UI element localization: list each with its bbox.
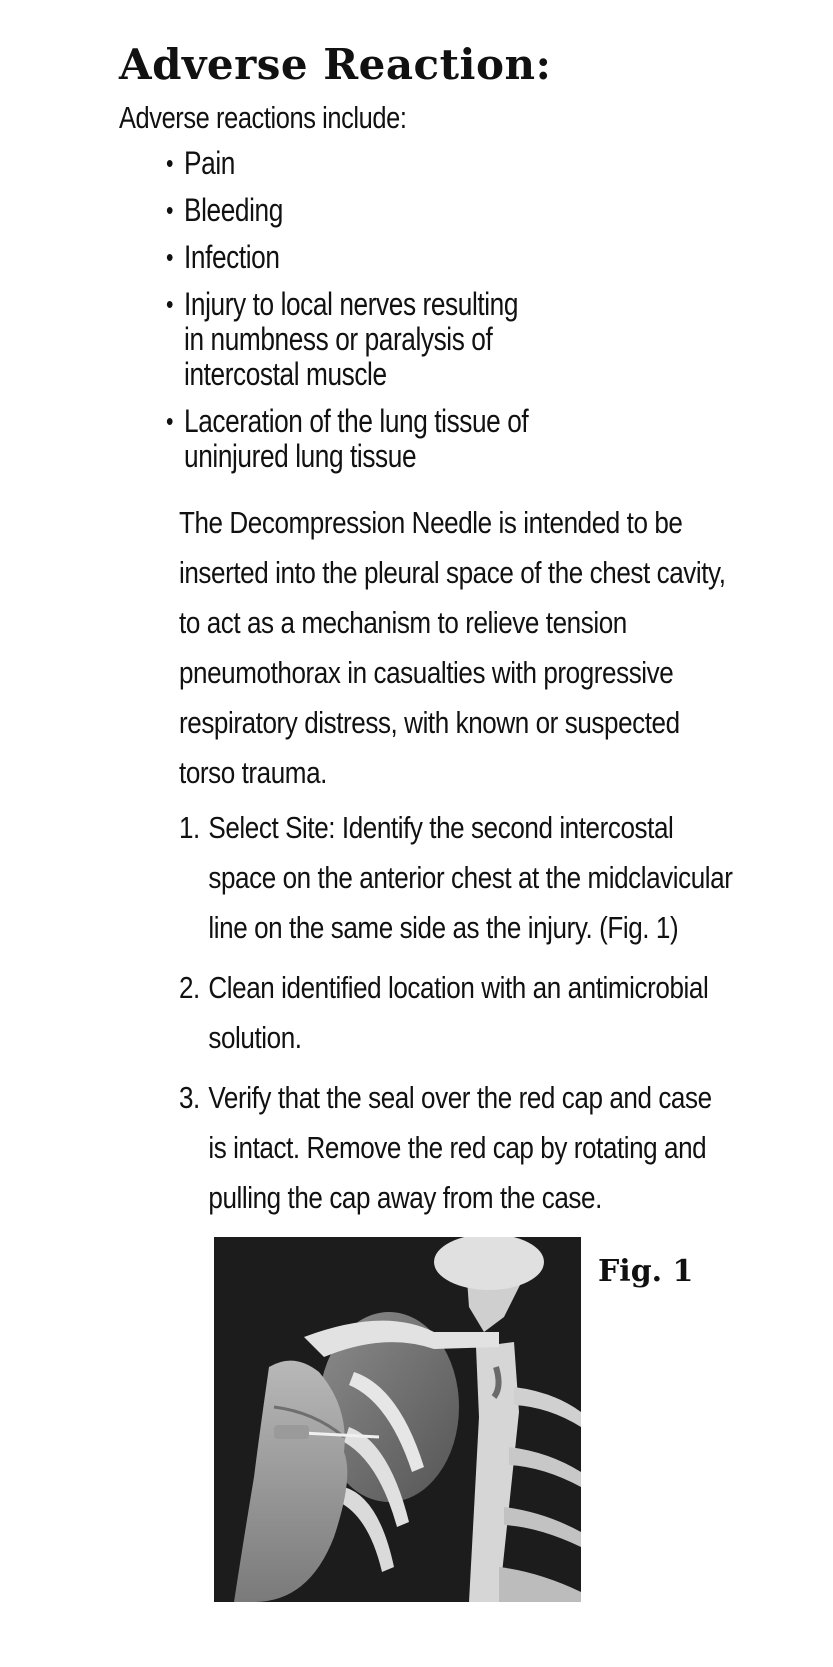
description-paragraph: The Decompression Needle is intended to be inserted into the pleural space of the chest cavity, to act as a mechanism to relieve tension pneumothorax in casualties with progressive respiratory distress, with known or suspected torso trauma. — [179, 505, 726, 790]
list-item: • Laceration of the lung tissue of uninjured lung tissue — [166, 403, 529, 474]
step-text: Clean identified location with an antimicrobial solution. — [208, 970, 709, 1055]
section-heading: Adverse Reaction: — [119, 40, 552, 89]
bullet-icon: • — [166, 148, 174, 178]
chest-skeleton-illustration — [214, 1237, 581, 1602]
bullet-icon: • — [166, 242, 174, 272]
step-number: 2. — [179, 970, 200, 1005]
list-item: • Injury to local nerves resulting in numbness or paralysis of intercostal muscle — [166, 286, 519, 392]
list-item: • Infection — [166, 239, 280, 275]
step-number: 1. — [179, 810, 200, 845]
list-item: • Pain — [166, 145, 235, 181]
bullet-icon: • — [166, 406, 174, 436]
adverse-reactions-list — [166, 146, 625, 486]
step-text: Verify that the seal over the red cap and case is intact. Remove the red cap by rotating and pulling the cap away from the case. — [208, 1080, 712, 1215]
step-text: Select Site: Identify the second intercostal space on the anterior chest at the midclavicular line on the same side as the injury. (Fig. 1) — [208, 810, 733, 945]
intro-text: Adverse reactions include: — [119, 100, 407, 135]
bullet-icon: • — [166, 289, 174, 319]
figure-label: Fig. 1 — [598, 1254, 694, 1289]
bullet-icon: • — [166, 195, 174, 225]
step-item — [179, 963, 733, 1063]
step-item — [179, 803, 733, 953]
step-number: 3. — [179, 1080, 200, 1115]
step-item — [179, 1073, 733, 1223]
figure-image — [214, 1237, 581, 1602]
list-item: • Bleeding — [166, 192, 283, 228]
procedure-steps — [179, 803, 733, 1233]
